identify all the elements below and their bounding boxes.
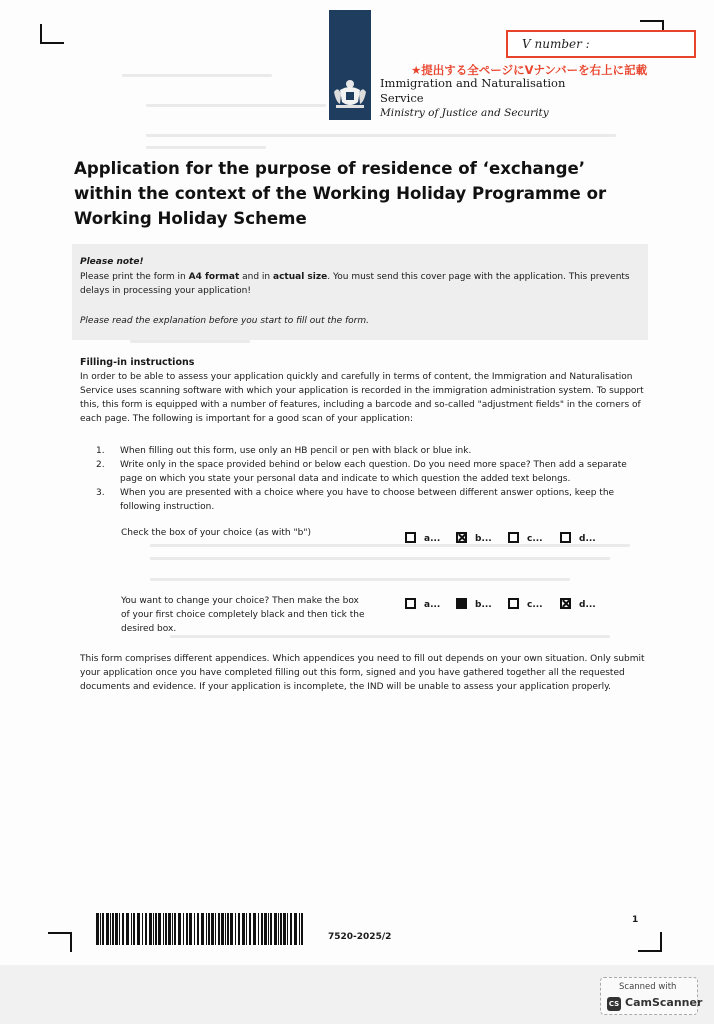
show-through-line: [130, 340, 250, 343]
show-through-line: [150, 544, 630, 547]
barcode-icon: [96, 913, 306, 945]
check-box-example-label: Check the box of your choice (as with "b"): [121, 528, 311, 538]
instruction-text: Write only in the space provided behind or below each question. Do you need more space? Then add a separate page on which you state your personal data and indicate to which question the added text belongs.: [120, 460, 627, 484]
v-number-box[interactable]: [506, 30, 696, 58]
option-label: a...: [424, 600, 441, 610]
watermark-app-name: CamScanner: [625, 996, 703, 1009]
form-code: 7520-2025/2: [328, 932, 392, 942]
checkbox-empty: [560, 532, 571, 543]
v-number-instruction: ★提出する全ページにVナンバーを右上に記載: [411, 63, 648, 77]
show-through-line: [150, 578, 570, 581]
please-note-read-first: Please read the explanation before you start to fill out the form.: [80, 316, 369, 326]
please-note-text: Please print the form in A4 format and in actual size. You must send this cover page with the application. This prevents delays in processing your application!: [80, 272, 630, 296]
instruction-text: When filling out this form, use only an HB pencil or pen with black or blue ink.: [120, 446, 472, 456]
watermark-scanned-with: Scanned with: [619, 982, 677, 992]
option-label: b...: [475, 534, 492, 544]
adjustment-field-top-left: [40, 24, 64, 44]
option-label: c...: [527, 534, 543, 544]
show-through-line: [146, 104, 326, 107]
checkbox-crossed: [560, 598, 571, 609]
show-through-line: [150, 557, 610, 560]
organisation-line2: Service: [380, 91, 424, 105]
filling-in-intro: In order to be able to assess your application quickly and carefully in terms of content, the Immigration and Naturalisation Service uses scanning software with which your application is recorded in the immigration administration system. To support this, this form is equipped with a number of features, including a barcode and so-called "adjustment fields" in the corners of each page. The following is important for a good scan of your application:: [80, 372, 644, 424]
adjustment-field-bottom-left: [48, 932, 72, 952]
organisation-line1: Immigration and Naturalisation: [380, 76, 566, 90]
option-label: a...: [424, 534, 441, 544]
option-label: d...: [579, 534, 596, 544]
ministry-name: Ministry of Justice and Security: [380, 107, 549, 119]
instruction-number: 3.: [96, 488, 105, 498]
instruction-number: 1.: [96, 446, 105, 456]
checkbox-empty: [508, 532, 519, 543]
page-title: Application for the purpose of residence of ‘exchange’ within the context of the Working Holiday Programme or Working Holiday Scheme: [74, 159, 607, 228]
checkbox-empty: [405, 532, 416, 543]
checkbox-empty: [508, 598, 519, 609]
checkbox-empty: [405, 598, 416, 609]
camscanner-logo-icon: CS: [607, 997, 621, 1011]
option-label: c...: [527, 600, 543, 610]
checkbox-filled: [456, 598, 467, 609]
adjustment-field-bottom-right: [638, 932, 662, 952]
organisation-block: [380, 76, 565, 121]
closing-paragraph: This form comprises different appendices. Which appendices you need to fill out depends on your own situation. Only submit your application once you have completed filling out this form, signed and you have gathered together all the requested documents and evidence. If your application is incomplete, the IND will be unable to assess your application properly.: [80, 654, 645, 692]
show-through-line: [122, 74, 272, 77]
page-number: 1: [632, 915, 639, 925]
checkbox-crossed: [456, 532, 467, 543]
filling-in-heading: Filling-in instructions: [80, 357, 195, 368]
please-note-heading: Please note!: [80, 257, 144, 267]
change-choice-example-label: You want to change your choice? Then make the box of your first choice completely black and then tick the desired box.: [121, 596, 365, 634]
option-label: d...: [579, 600, 596, 610]
royal-crest-icon: [332, 76, 368, 110]
show-through-line: [146, 134, 616, 137]
instruction-number: 2.: [96, 460, 105, 470]
option-label: b...: [475, 600, 492, 610]
camscanner-watermark: [600, 977, 703, 1015]
instruction-text: When you are presented with a choice where you have to choose between different answer options, keep the following instruction.: [120, 488, 615, 512]
show-through-line: [146, 146, 266, 149]
v-number-label: V number :: [522, 37, 590, 51]
